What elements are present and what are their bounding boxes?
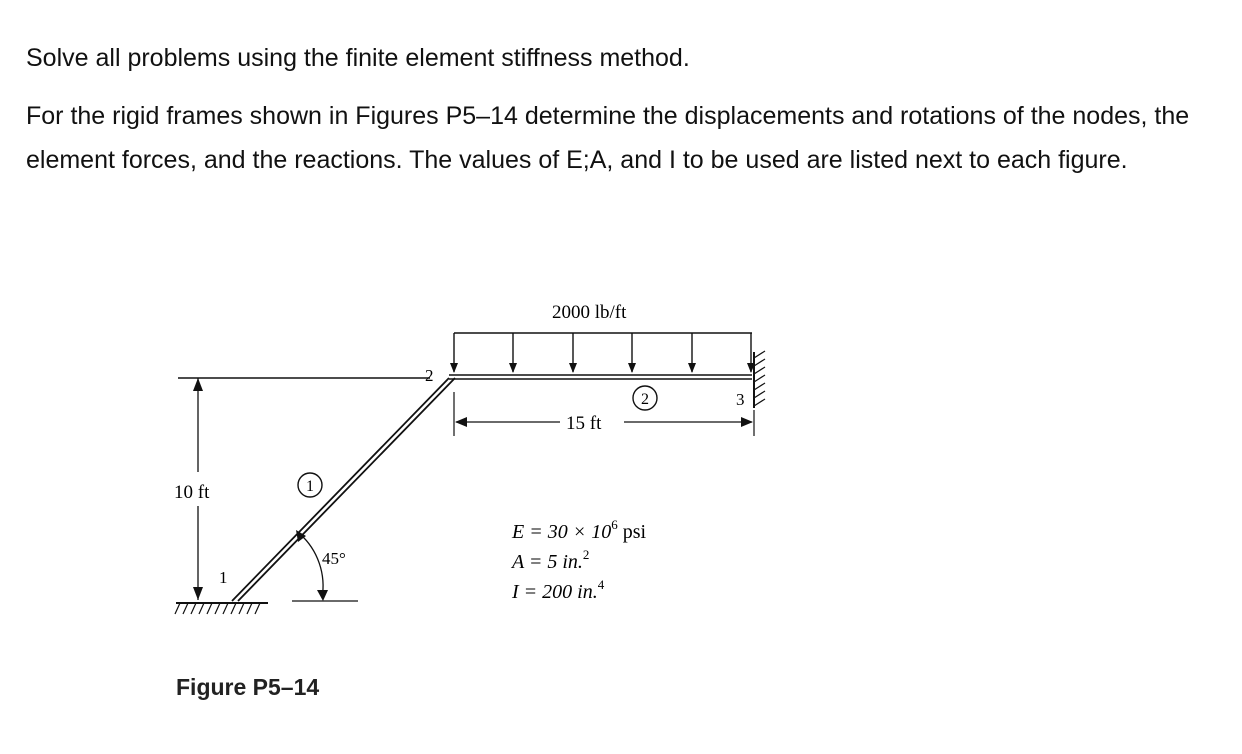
height-arrow-top [193,378,203,391]
span-arrow-right [741,417,753,427]
height-arrow-bottom [193,587,203,600]
load-label: 2000 lb/ft [552,302,627,323]
angle-label: 45° [322,549,346,568]
angle-arc [300,534,323,598]
angle-arrow-bottom [317,590,328,601]
span-label: 15 ft [566,413,602,434]
load-arrows [454,333,751,372]
prop-I: I = 200 in.$^4$ [512,577,605,603]
element-2-number: 2 [641,391,649,408]
instruction-line: Solve all problems using the finite element stiffness method. [26,44,690,72]
ground-hatch [175,603,260,614]
figure-caption: Figure P5–14 [176,674,320,700]
problem-paragraph: For the rigid frames shown in Figures P5–14 determine the displacements and rotations of the nodes, the element forces, and the reactions. The values of E;A, and I to be used are listed next to each figure. [26,102,1190,174]
node-3-label: 3 [736,390,745,409]
wall-hatch [754,351,765,406]
element-1-number: 1 [306,478,314,495]
node-1-label: 1 [219,568,228,587]
element-1-line-b [238,378,455,601]
span-arrow-left [455,417,467,427]
prop-E: $E = 30 \times 10^6$ psi [512,517,647,543]
prop-A: A = 5 in.$^2$ [512,547,590,573]
height-label: 10 ft [174,482,210,503]
node-2-label: 2 [425,366,434,385]
